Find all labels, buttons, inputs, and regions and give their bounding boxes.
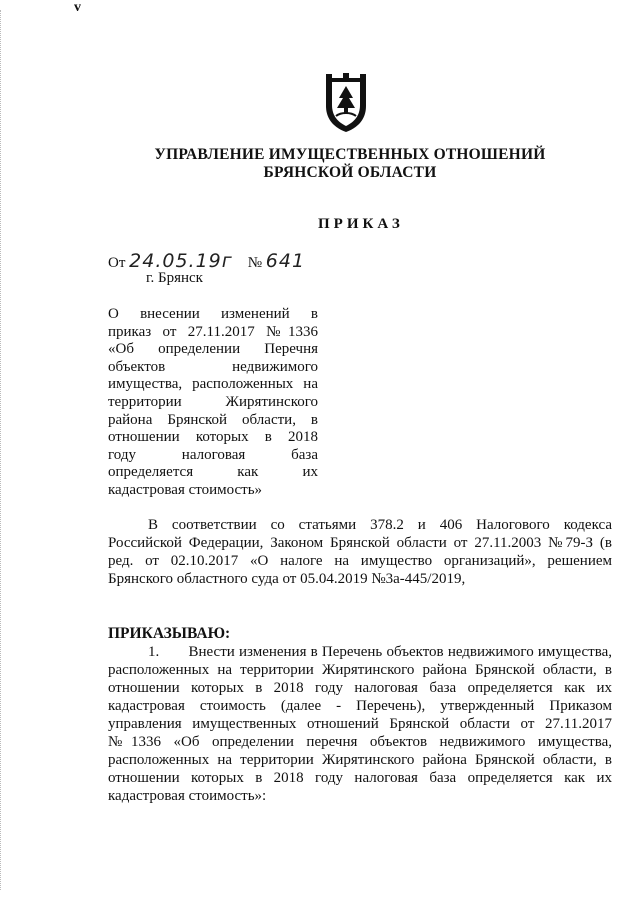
item-line: расположенных на территории Жирятинского района Брянской области, в [108,752,612,768]
subject-line: территории Жирятинского [108,393,318,410]
order-subject [108,306,318,500]
preamble-line: Брянского областного суда от 05.04.2019 №3а-445/2019, [108,571,466,587]
item-line: отношении которых в 2018 году налоговая база определяется как их [108,770,612,786]
item-line: кадастровая стоимость (далее - Перечень), утвержденный Приказом [108,698,612,714]
corner-mark: v [74,0,81,15]
item-line: отношении которых в 2018 году налоговая база определяется как их [108,680,612,696]
preamble-line: ред. от 02.10.2017 «О налоге на имущество организаций», решением [108,553,612,569]
coat-of-arms-icon [323,72,369,134]
subject-line: определяется как их [108,464,318,481]
subject-line: году налоговая база [108,446,318,463]
item-line: №1336 «Об определении перечня объектов недвижимого имущества, [108,734,612,750]
date-prefix: От [108,255,126,271]
city: г. Брянск [146,270,203,286]
subject-line: имущества, расположенных на [108,376,318,393]
subject-line: объектов недвижимого [108,358,318,375]
subject-line: кадастровая стоимость» [108,481,263,498]
scan-margin-dots [0,10,11,890]
number-label: № [247,255,263,271]
organization-name-line-1: УПРАВЛЕНИЕ ИМУЩЕСТВЕННЫХ ОТНОШЕНИЙ [154,146,546,163]
order-number-line [108,250,305,272]
subject-line: «Об определении Перечня [108,341,318,358]
subject-line: О внесении изменений в [108,306,318,322]
organization-name-line-2: БРЯНСКОЙ ОБЛАСТИ [263,164,437,181]
document-type: ПРИКАЗ [318,216,404,232]
organization-name [120,146,580,182]
item-line: расположенных на территории Жирятинского района Брянской области, в [108,662,612,678]
handwritten-number: 641 [265,250,306,272]
subject-line: района Брянской области, в [108,411,318,428]
preamble-line: В соответствии со статьями 378.2 и 406 Налогового кодекса [148,517,612,533]
preamble-line: Российской Федерации, Законом Брянской области от 27.11.2003 №79-З (в [108,535,612,551]
order-item-1 [108,643,612,805]
item-line: кадастровая стоимость»: [108,788,267,804]
order-heading: ПРИКАЗЫВАЮ: [108,625,231,642]
handwritten-date: 24.05.19г [129,250,233,272]
subject-line: отношении которых в 2018 [108,429,318,446]
preamble-paragraph [108,516,612,588]
item-line: управления имущественных отношений Брянской области от 27.11.2017 [108,716,612,732]
item-line: 1. Внести изменения в Перечень объектов недвижимого имущества, [148,644,612,660]
subject-line: приказ от 27.11.2017 №1336 [108,323,318,340]
